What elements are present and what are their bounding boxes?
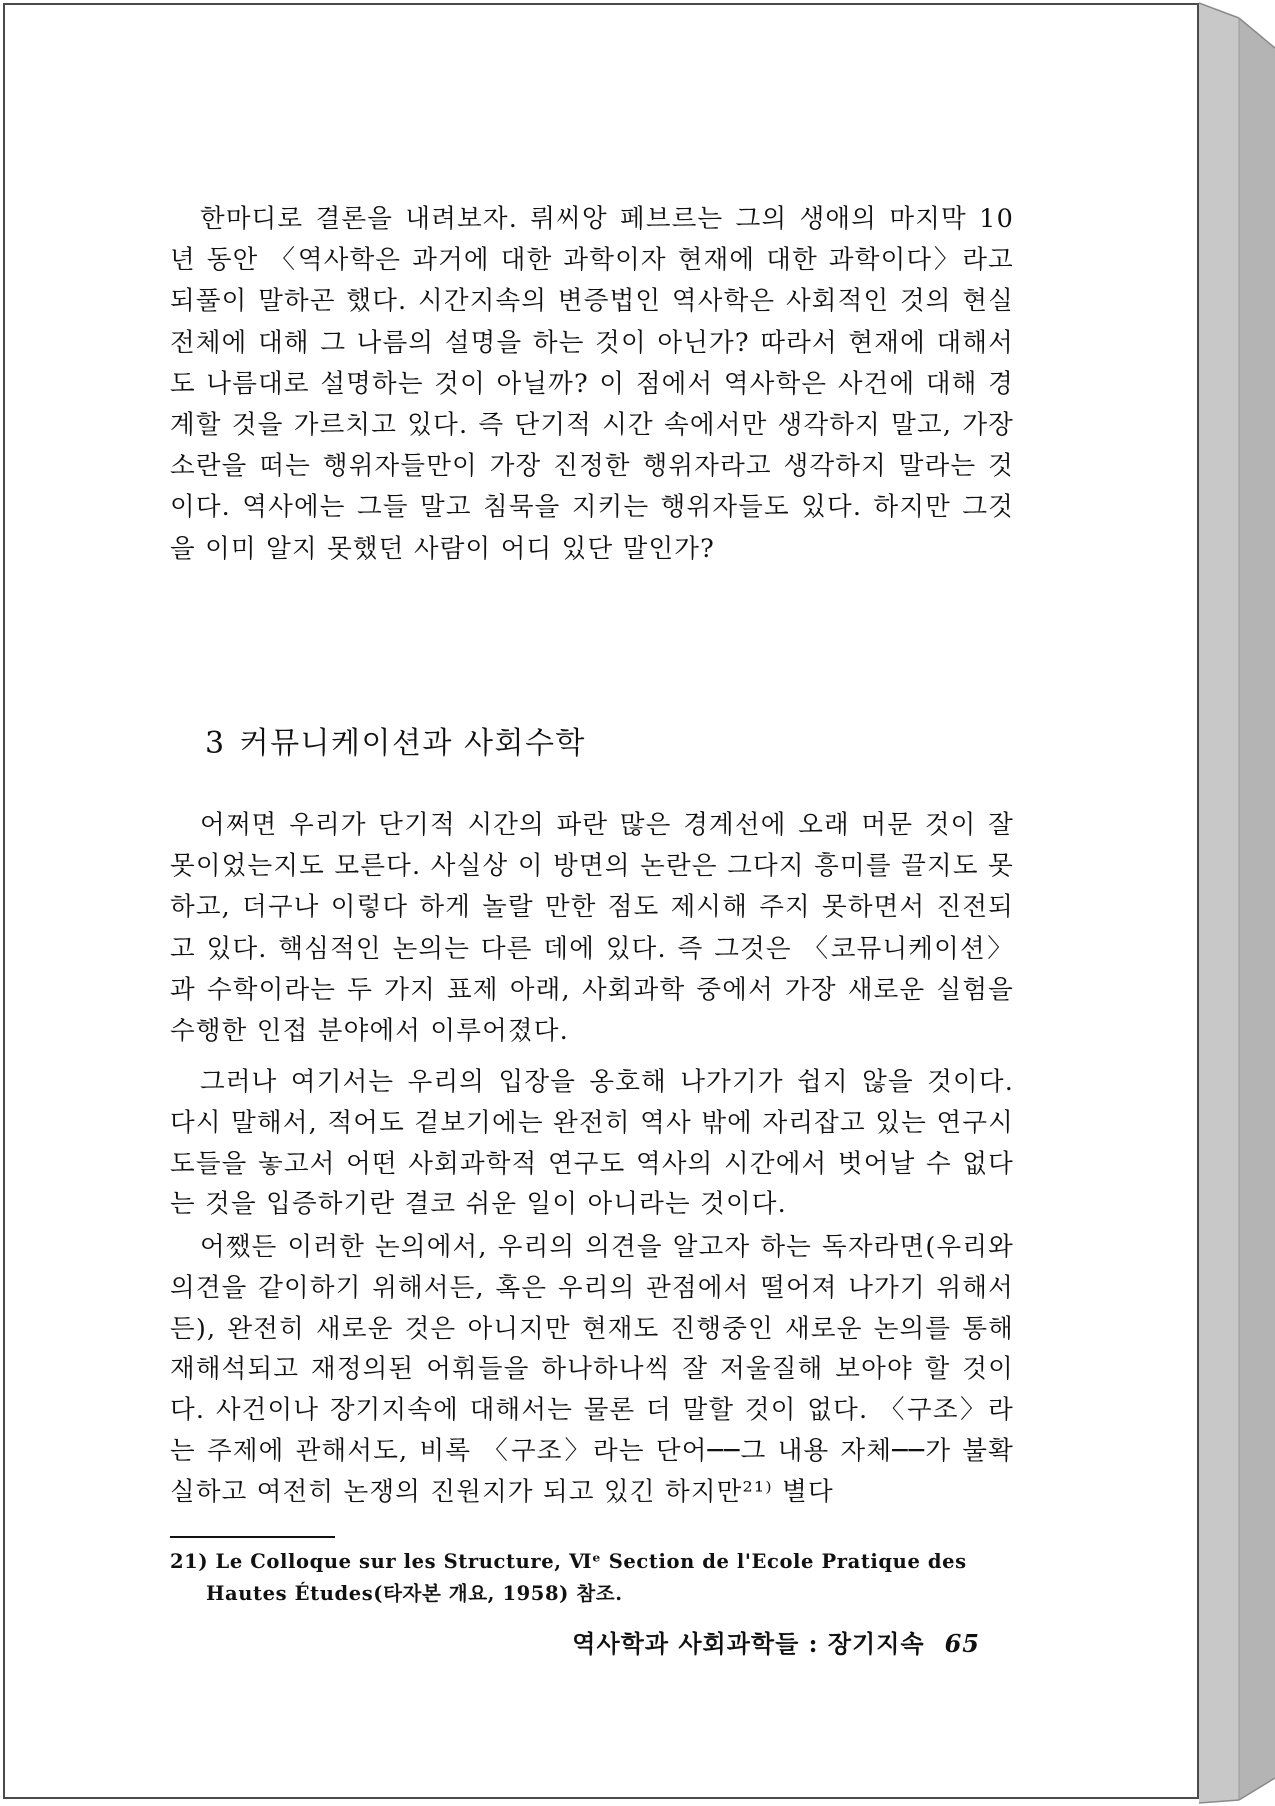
body-paragraph-3: 그러나 여기서는 우리의 입장을 옹호해 나가기가 쉽지 않을 것이다. 다시 말해서, 적어도 겉보기에는 완전히 역사 밖에 자리잡고 있는 연구시도들을 놓고서 어떤 사회과학적 연구도 역사의 시간에서 벗어날 수 없다는 것을 입증하기란 결코 쉬운 일이 아니라는 것이다. xyxy=(170,1067,1014,1220)
book-page-edge xyxy=(1199,0,1275,1806)
running-footer xyxy=(572,1624,980,1659)
page-number: 65 xyxy=(944,1629,980,1658)
section-number: 3 xyxy=(205,726,226,761)
running-footer-title: 역사학과 사회과학들 : 장기지속 xyxy=(572,1629,925,1658)
section-heading xyxy=(205,718,586,762)
footnote-divider xyxy=(170,1536,335,1538)
footnote-21: 21) Le Colloque sur les Structure, Ⅵᵉ Section de l'Ecole Pratique des Hautes Études(타자본 개요, 1958) 참조. xyxy=(170,1550,967,1605)
body-paragraph-4: 어쨌든 이러한 논의에서, 우리의 의견을 알고자 하는 독자라면(우리와 의견을 같이하기 위해서든, 혹은 우리의 관점에서 떨어져 나가기 위해서든), 완전히 새로운 것은 아니지만 현재도 진행중인 새로운 논의를 통해 재해석되고 재정의된 어휘들을 하나하나씩 잘 저울질해 보아야 할 것이다. 사건이나 장기지속에 대해서는 물론 더 말할 것이 없다. 〈구조〉라는 주제에 관해서도, 비록 〈구조〉라는 단어──그 내용 자체──가 불확실하고 여전히 논쟁의 진원지가 되고 있긴 하지만²¹⁾ 별다 xyxy=(170,1232,1014,1507)
body-paragraph-2: 어쩌면 우리가 단기적 시간의 파란 많은 경계선에 오래 머문 것이 잘못이었는지도 모른다. 사실상 이 방면의 논란은 그다지 흥미를 끌지도 못하고, 더구나 이렇다 하게 놀랄 만한 점도 제시해 주지 못하면서 진전되고 있다. 핵심적인 논의는 다른 데에 있다. 즉 그것은 〈코뮤니케이션〉과 수학이라는 두 가지 표제 아래, 사회과학 중에서 가장 새로운 실험을 수행한 인접 분야에서 이루어졌다. xyxy=(170,810,1014,1047)
section-title: 커뮤니케이션과 사회수학 xyxy=(239,726,586,761)
body-paragraph-1: 한마디로 결론을 내려보자. 뤼씨앙 페브르는 그의 생애의 마지막 10년 동안 〈역사학은 과거에 대한 과학이자 현재에 대한 과학이다〉라고 되풀이 말하곤 했다. 시간지속의 변증법인 역사학은 사회적인 것의 현실 전체에 대해 그 나름의 설명을 하는 것이 아닌가? 따라서 현재에 대해서도 나름대로 설명하는 것이 아닐까? 이 점에서 역사학은 사건에 대해 경계할 것을 가르치고 있다. 즉 단기적 시간 속에서만 생각하지 말고, 가장 소란을 떠는 행위자들만이 가장 진정한 행위자라고 생각하지 말라는 것이다. 역사에는 그들 말고 침묵을 지키는 행위자들도 있다. 하지만 그것을 이미 알지 못했던 사람이 어디 있단 말인가? xyxy=(170,204,1014,564)
